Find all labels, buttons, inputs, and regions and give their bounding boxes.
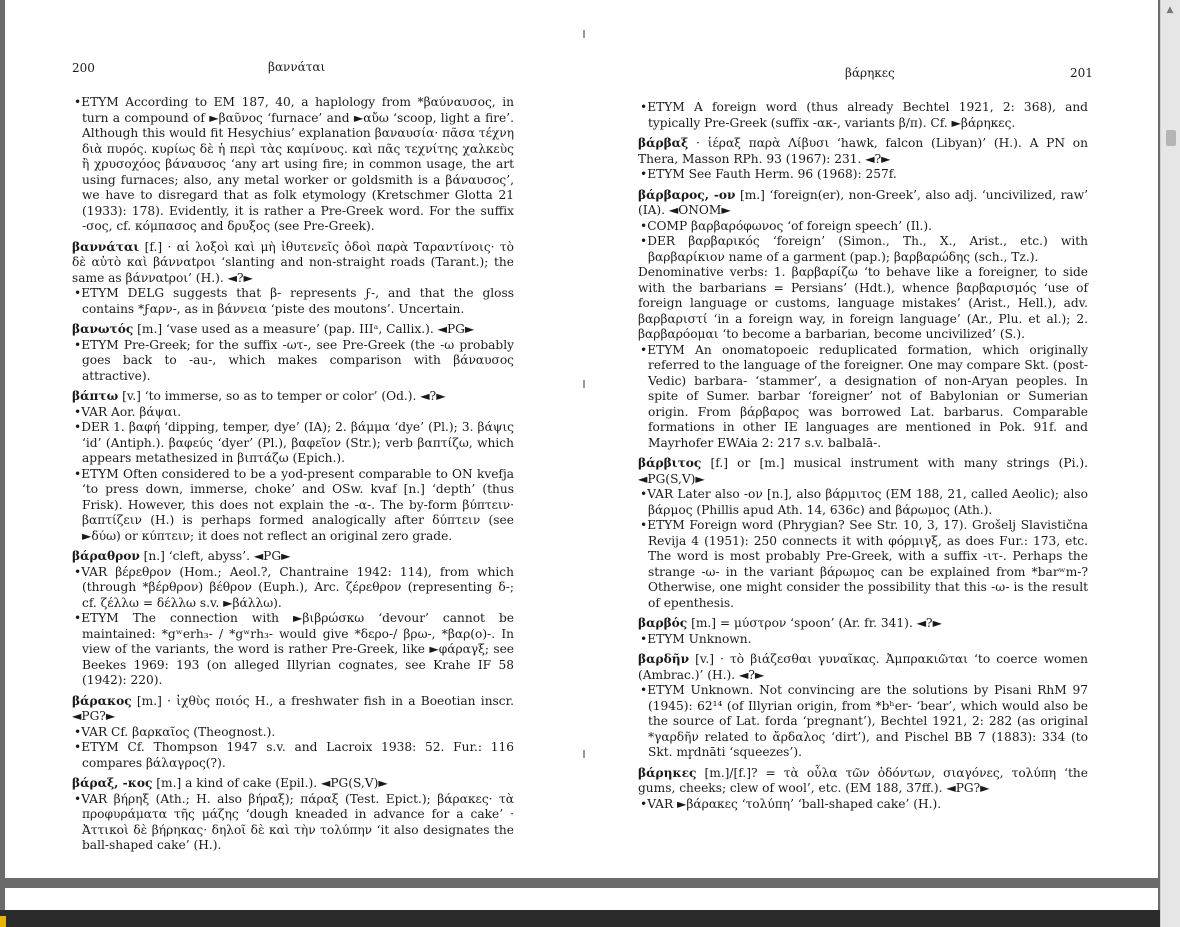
headword-definition: [n.] ‘cleft, abyss’. ◄PG► [139,549,291,563]
taskbar-accent [0,916,6,927]
headword-definition: [m.] ‘vase used as a measure’ (pap. IIIᵃ, Callix.). ◄PG► [133,322,475,336]
entry-subsection: •ETYM Cf. Thompson 1947 s.v. and Lacroix 1938: 52. Fur.: 116 compares βάλαγρος(?). [74,740,514,770]
headword: βάρακος [72,693,132,708]
headword: βανωτός [72,322,134,336]
entry-continuation [638,100,1088,131]
entry-subsection: •VAR βήρηξ (Ath.; H. also βήραξ); πάραξ (Test. Epict.); βάρακες· τὰ προφυράματα τῆς μάζης ‘dough kneaded in advance for a cake’ · Ἀττικοὶ δὲ βήρηκας· δηλοῖ δὲ καὶ τὴν τολύπην ‘it also designates the ball-shaped cake’ (H.). [74,791,514,852]
headword: βαννάται [72,239,140,254]
taskbar [0,910,1160,927]
vertical-scrollbar[interactable] [1160,0,1180,927]
headword-definition: [f.] · αἱ λοξοὶ καὶ μὴ ἰθυτενεῖς ὁδοὶ παρὰ Ταραντίνοις· τὸ δὲ αὐτὸ καὶ βάνναtροι ‘slanting and non-straight roads (Tarant.); the same as βάνναtροι’ (H.). ◄?► [72,239,514,285]
entry-subsection: •ETYM Often considered to be a yod-present comparable to ON kvefja ‘to press down, immerse, choke’ and OSw. kvaf [n.] ‘depth’ (thus Frisk). However, this does not explain the -α-. The by-form βύπτειν· βαπτίζειν (H.) is perhaps formed analogically after δύπτειν (see ►δύω) or κύπτειν; it does not reflect an original zero grade. [74,466,514,543]
entry-subsection: •DER βαρβαρικός ‘foreign’ (Simon., Th., X., Arist., etc.) with βαρβαρίκιον name of a garment (pap.); βαρβαρώδης (sch., Tz.). [640,234,1088,264]
dictionary-entry [72,389,514,544]
entry-head-line [72,776,514,792]
entry-head-line [638,766,1088,797]
headword-definition: [m.] ‘foreign(er), non-Greek’, also adj. ‘uncivilized, raw’ (IA). ◄ONOM► [638,187,1088,217]
entry-head-line [72,389,514,405]
left-page-number: 200 [72,61,95,75]
entry-head-line [638,652,1088,683]
entry-continuation [72,95,514,235]
scroll-up-icon[interactable]: ▲ [1166,5,1174,15]
gutter-mark [583,380,585,388]
entry-subsection: •COMP βαρβαρόφωνος ‘of foreign speech’ (Il.). [640,218,932,233]
entry-subsection: •ETYM Foreign word (Phrygian? See Str. 10, 3, 17). Grošelj Slavistična Revija 4 (1951): 250 connects it with φόρμιγξ, as does Fur.: 173, etc. The word is most probably Pre-Greek, with a suffix -ιτ-. Perhaps the strange -ω- in the variant βάρωμος can be explained from *barʷm-? Otherwise, one might consider the possibility that this -ω- is the result of epenthesis. [640,518,1088,610]
headword-definition: [v.] · τὸ βιάζεσθαι γυναῖκας. Ἀμπρακιῶται ‘to coerce women (Ambrac.)’ (H.). ◄?► [638,652,1088,682]
entry-head-line [72,549,514,565]
entry-head-line [72,240,514,287]
headword-definition: · ἱέραξ παρὰ Λίβυσι ‘hawk, falcon (Libyan)’ (H.). A PN on Thera, Masson RPh. 93 (1967): 231. ◄?► [638,136,1088,166]
headword-definition: [m.] = μύστρον ‘spoon’ (Ar. fr. 341). ◄?► [687,616,942,630]
entry-subsection: •ETYM DELG suggests that β- represents ϝ-, and that the gloss contains *ϝαρν-, as in βάννεια ‘piste des moutons’. Uncertain. [74,286,514,316]
entry-subsection: •ETYM A foreign word (thus already Bechtel 1921, 2: 368), and typically Pre-Greek (suffix -ακ-, variants β/π). Cf. ►βάρηκες. [640,100,1088,130]
entry-subsection: •ETYM Pre-Greek; for the suffix -ωτ-, see Pre-Greek (the -ω probably goes back to -au-, which makes comparison with βάναυσος attractive). [74,337,514,383]
headword-definition: [v.] ‘to immerse, so as to temper or color’ (Od.). ◄?► [118,389,446,403]
entry-head-line [72,694,514,725]
entry-head-line [638,456,1088,487]
gutter-mark [583,30,585,38]
gutter-mark [583,750,585,758]
dictionary-entry [638,136,1088,183]
entry-head-line [638,616,1088,632]
entry-head-line [638,188,1088,219]
headword-definition: [m.]/[f.]? = τὰ οὖλα τῶν ὀδόντων, σιαγόνες, τολύπη ‘the gums, cheeks; clew of wool’, etc. (EM 188, 37ff.). ◄PG?► [638,765,1088,795]
headword: βάραξ, -κος [72,776,153,790]
dictionary-entry [72,549,514,689]
headword: βάραθρον [72,549,140,563]
headword-definition: [m.] · ἰχθὺς ποιός H., a freshwater fish in a Boeotian inscr. ◄PG?► [72,693,514,723]
entry-subsection: •ETYM Unknown. Not convincing are the solutions by Pisani RhM 97 (1945): 62¹⁴ (of Illyrian origin, from *bʰer- ‘bear’, which would also be the source of Lat. forda ‘pregnant’), Bechtel 1921, 2: 282 (as original *γαρδῆν related to ἄρδαλος ‘dirt’), and Pischel BB 7 (1883): 334 (to Skt. mr̥dnāti ‘squeezes’). [640,683,1088,759]
left-page-column [72,95,514,859]
right-running-head: βάρηκες [845,66,895,80]
dictionary-entry [72,694,514,772]
entry-subsection: •ETYM Unknown. [640,631,752,646]
headword-definition: [m.] a kind of cake (Epil.). ◄PG(S,V)► [152,776,388,790]
entry-subsection: •VAR ►βάρακες ‘τολύπη’ ‘ball-shaped cake’ (H.). [640,796,942,811]
entry-subsection: •ETYM According to EM 187, 40, a haplology from *βαύναυσος, in turn a compound of ►βαῦνος ‘furnace’ and ►αὔω ‘scoop, light a fire’. Although this would fit Hesychius’ explanation βαναυσία· πᾶσα τέχνη διὰ πυρός. κυρίως δὲ ἡ περὶ τὰς καμίνους. καὶ πᾶς τεχνίτης χαλκεὺς ἢ χρυσοχόος βάναυσος ‘any art using fire; in common usage, the art using furnaces; also, any metal worker or goldsmith is a βάναυσος’, we have to disregard that as folk etymology (Kretschmer Glotta 21 (1933): 178). Evidently, it is rather a Pre-Greek word. For the suffix -σος, cf. κόμπασος and δρυξος (see Pre-Greek). [74,95,514,233]
dictionary-entry [638,616,1088,647]
headword: βαρδῆν [638,652,690,666]
headword-definition: [f.] or [m.] musical instrument with many strings (Pi.). ◄PG(S,V)► [638,456,1088,486]
dictionary-entry [638,188,1088,452]
headword: βάρβιτος [638,456,702,470]
dictionary-entry [72,776,514,854]
headword: βαρβός [638,616,688,630]
headword: βάρβαρος, -ον [638,187,736,202]
entry-head-line [638,136,1088,167]
entry-subsection: •VAR Cf. βαρκαῖος (Theognost.). [74,724,276,739]
right-page-column [638,100,1088,817]
entry-subsection: •DER 1. βαφή ‘dipping, temper, dye’ (IA); 2. βάμμα ‘dye’ (Pl.); 3. βάψις ‘id’ (Antiph.). βαφεύς ‘dyer’ (Pl.), βαφεῖον (Str.); verb βαπτίζω, which appears metathesized in βιπτάζω (Epich.). [74,420,514,465]
headword: βάπτω [72,389,119,403]
entry-subsection: Denominative verbs: 1. βαρβαρίζω ‘to behave like a foreigner, to side with the barbarians = Persians’ (Hdt.), whence βαρβαρισμός ‘use of foreign language or customs, language mistakes’ (Arist., Hell.), adv. βαρβαριστί ‘in a foreign way, in foreign language’ (Ar., Plu. et al.); 2. βαρβαρόομαι ‘to become a barbarian, become uncivilized’ (S.). [638,265,1088,341]
dictionary-entry [638,456,1088,611]
right-page-number: 201 [1070,66,1093,80]
left-running-head: βαννάται [268,60,326,74]
headword: βάρηκες [638,765,697,780]
entry-subsection: •VAR Later also -ον [n.], also βάρμιτος (EM 188, 21, called Aeolic); also βάρμος (Phillis apud Ath. 14, 636c) and βάρωμος (Ath.). [640,487,1088,517]
headword: βάρβαξ [638,136,689,150]
dictionary-entry [72,240,514,318]
dictionary-entry [638,766,1088,813]
dictionary-entry [638,652,1088,761]
entry-subsection: •VAR Aor. βάψαι. [74,404,182,419]
entry-subsection: •ETYM An onomatopoeic reduplicated formation, which originally referred to the language of the foreigner. One may compare Skt. (post-Vedic) barbara- ‘stammer’, a designation of non-Aryan peoples. In spite of Sumer. barbar ‘foreigner’ not of Babylonian or Sumerian origin. From βάρβαρος was borrowed Lat. barbarus. Comparable formations in other IE languages are mentioned in Pok. 91f. and Mayrhofer EWAia 2: 217 s.v. balbalā-. [640,342,1088,450]
entry-subsection: •VAR βέρεθρον (Hom.; Aeol.?, Chantraine 1942: 114), from which (through *βέρθρον) βέθρον (Euph.), Arc. ζέρεθρον (representing δ-; cf. ζέλλω = δέλλω s.v. ►βάλλω). [74,564,514,610]
scrollbar-thumb[interactable] [1166,130,1176,146]
entry-subsection: •ETYM See Fauth Herm. 96 (1968): 257f. [640,167,897,181]
dictionary-entry [72,322,514,384]
entry-head-line [72,322,514,338]
entry-subsection: •ETYM The connection with ►βιβρώσκω ‘devour’ cannot be maintained: *gʷerh₃- / *gʷrh₃- would give *δερο-/ βρω-, *βαρ(ο)-. In view of the variants, the word is rather Pre-Greek, like ►φάραγξ; see Beekes 1969: 193 (on alleged Illyrian cognates, see Krahe IF 58 (1942): 220). [74,611,514,687]
